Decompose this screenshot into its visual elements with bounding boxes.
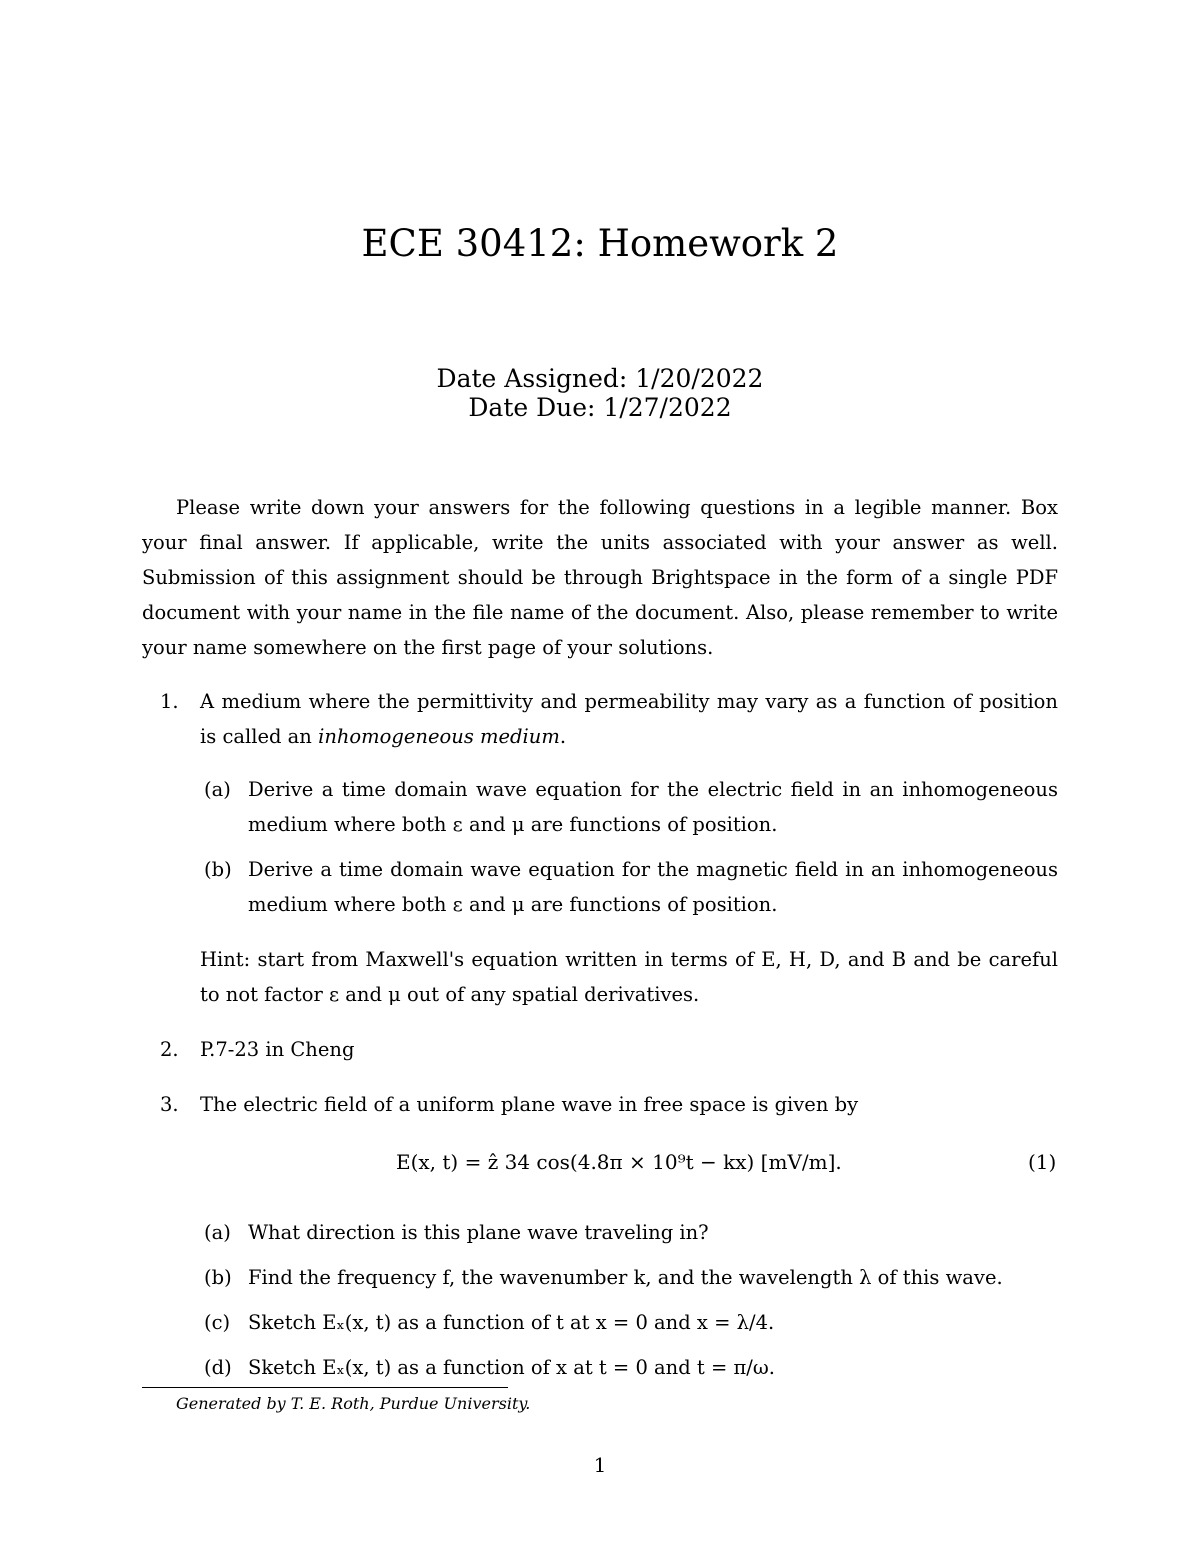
subquestion-text: Find the frequency f, the wavenumber k, and the wavelength λ of this wave. bbox=[248, 1266, 1003, 1289]
question-number: 1. bbox=[160, 690, 179, 713]
subquestion-label: (d) bbox=[204, 1356, 232, 1379]
subquestion-text: What direction is this plane wave traveling in? bbox=[248, 1221, 709, 1244]
emphasized-term: inhomogeneous medium bbox=[318, 725, 560, 748]
dates-block bbox=[0, 364, 1200, 422]
subquestion-label: (a) bbox=[204, 1221, 231, 1244]
equation-number: (1) bbox=[1028, 1150, 1057, 1174]
page-number: 1 bbox=[593, 1453, 607, 1477]
subquestion-label: (b) bbox=[204, 858, 232, 881]
footnote: Generated by T. E. Roth, Purdue University. bbox=[176, 1394, 531, 1413]
subquestion-text: Derive a time domain wave equation for the electric field in an inhomogeneous medium where both ε and μ are functions of position. bbox=[248, 778, 1058, 836]
subquestion-label: (c) bbox=[204, 1311, 231, 1334]
subquestion-label: (a) bbox=[204, 778, 231, 801]
question-number: 3. bbox=[160, 1093, 179, 1116]
subquestion-text: Sketch Eₓ(x, t) as a function of t at x = 0 and x = λ/4. bbox=[248, 1311, 775, 1334]
question-text-part: A medium where the permittivity and permeability may vary as a function of position is called an bbox=[200, 690, 1058, 748]
subquestion-text: Derive a time domain wave equation for the magnetic field in an inhomogeneous medium where both ε and μ are functions of position. bbox=[248, 858, 1058, 916]
question-text: The electric field of a uniform plane wave in free space is given by bbox=[200, 1093, 859, 1116]
instructions-paragraph: Please write down your answers for the following questions in a legible manner. Box your final answer. If applicable, write the units associated with your answer as well. Submission of this assignment should be through Brightspace in the form of a single PDF document with your name in the file name of the document. Also, please remember to write your name somewhere on the first page of your solutions. bbox=[142, 496, 1058, 659]
question-text bbox=[200, 684, 1058, 754]
question-text: P.7-23 in Cheng bbox=[200, 1038, 355, 1061]
date-assigned: Date Assigned: 1/20/2022 bbox=[436, 364, 764, 393]
question-text-end: . bbox=[559, 725, 567, 748]
hint-text: Hint: start from Maxwell's equation written in terms of E, H, D, and B and be careful to not factor ε and μ out of any spatial derivatives. bbox=[200, 948, 1058, 1006]
equation: E(x, t) = ẑ 34 cos(4.8π × 10⁹t − kx) [mV/m]. bbox=[396, 1150, 842, 1174]
question-number: 2. bbox=[160, 1038, 179, 1061]
subquestion-label: (b) bbox=[204, 1266, 232, 1289]
subquestion-text: Sketch Eₓ(x, t) as a function of x at t = 0 and t = π/ω. bbox=[248, 1356, 775, 1379]
footnote-rule bbox=[142, 1387, 508, 1388]
date-due: Date Due: 1/27/2022 bbox=[468, 393, 732, 422]
page-title: ECE 30412: Homework 2 bbox=[361, 222, 839, 265]
